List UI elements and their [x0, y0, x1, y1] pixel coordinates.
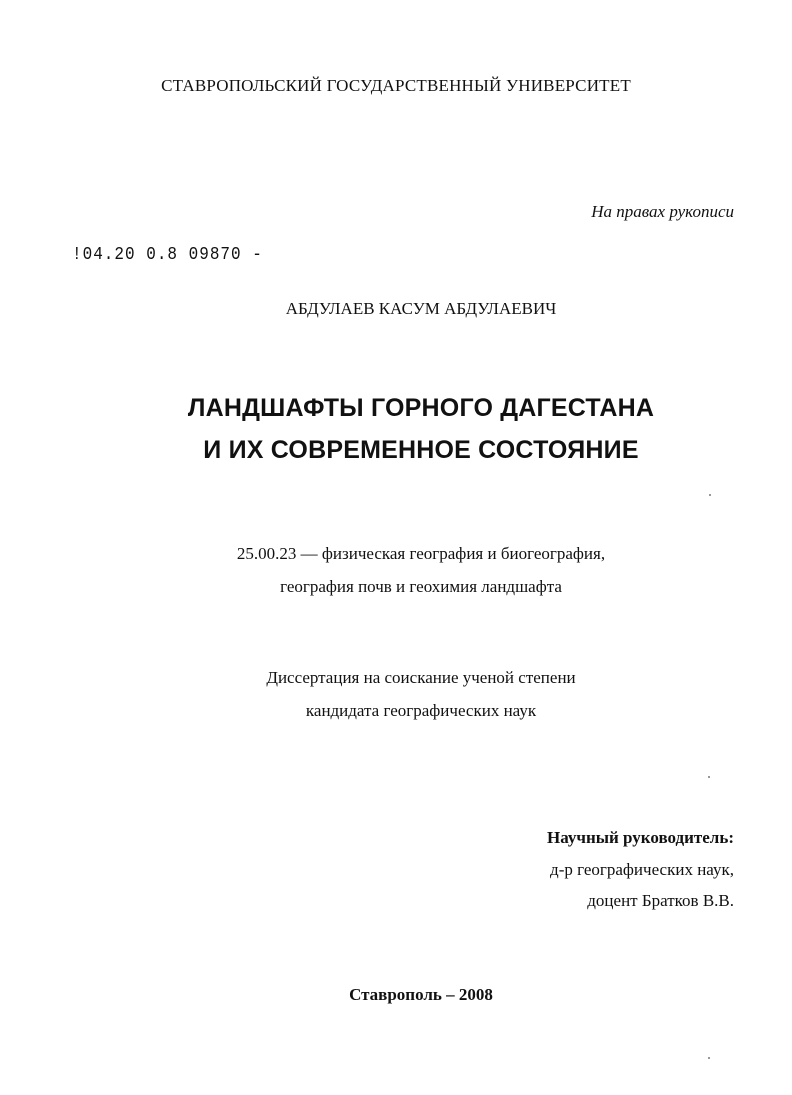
degree-statement-line-2: кандидата географических наук [305, 701, 537, 720]
degree-statement-line-1: Диссертация на соискание ученой степени [266, 668, 576, 687]
specialty-line-1: 25.00.23 — физическая география и биогеография, [236, 544, 606, 563]
manuscript-rights-note: На правах рукописи [591, 202, 734, 221]
specialty-line-2: география почв и геохимия ландшафта [280, 577, 562, 596]
university-name: СТАВРОПОЛЬСКИЙ ГОСУДАРСТВЕННЫЙ УНИВЕРСИТЕТ [161, 76, 631, 95]
dissertation-title-line-2: И ИХ СОВРЕМЕННОЕ СОСТОЯНИЕ [203, 436, 639, 464]
supervisor-name: доцент Братков В.В. [587, 891, 734, 910]
scan-speck [708, 776, 710, 778]
dissertation-title-line-1: ЛАНДШАФТЫ ГОРНОГО ДАГЕСТАНА [187, 394, 655, 422]
author-name: АБДУЛАЕВ КАСУМ АБДУЛАЕВИЧ [285, 299, 557, 318]
library-stamp-number: !04.20 0.8 09870 - [72, 244, 263, 265]
scan-speck [708, 1057, 710, 1059]
supervisor-label: Научный руководитель: [547, 828, 734, 847]
scan-speck [709, 494, 711, 496]
city-and-year: Ставрополь – 2008 [349, 985, 493, 1004]
supervisor-degree: д-р географических наук, [550, 860, 734, 879]
